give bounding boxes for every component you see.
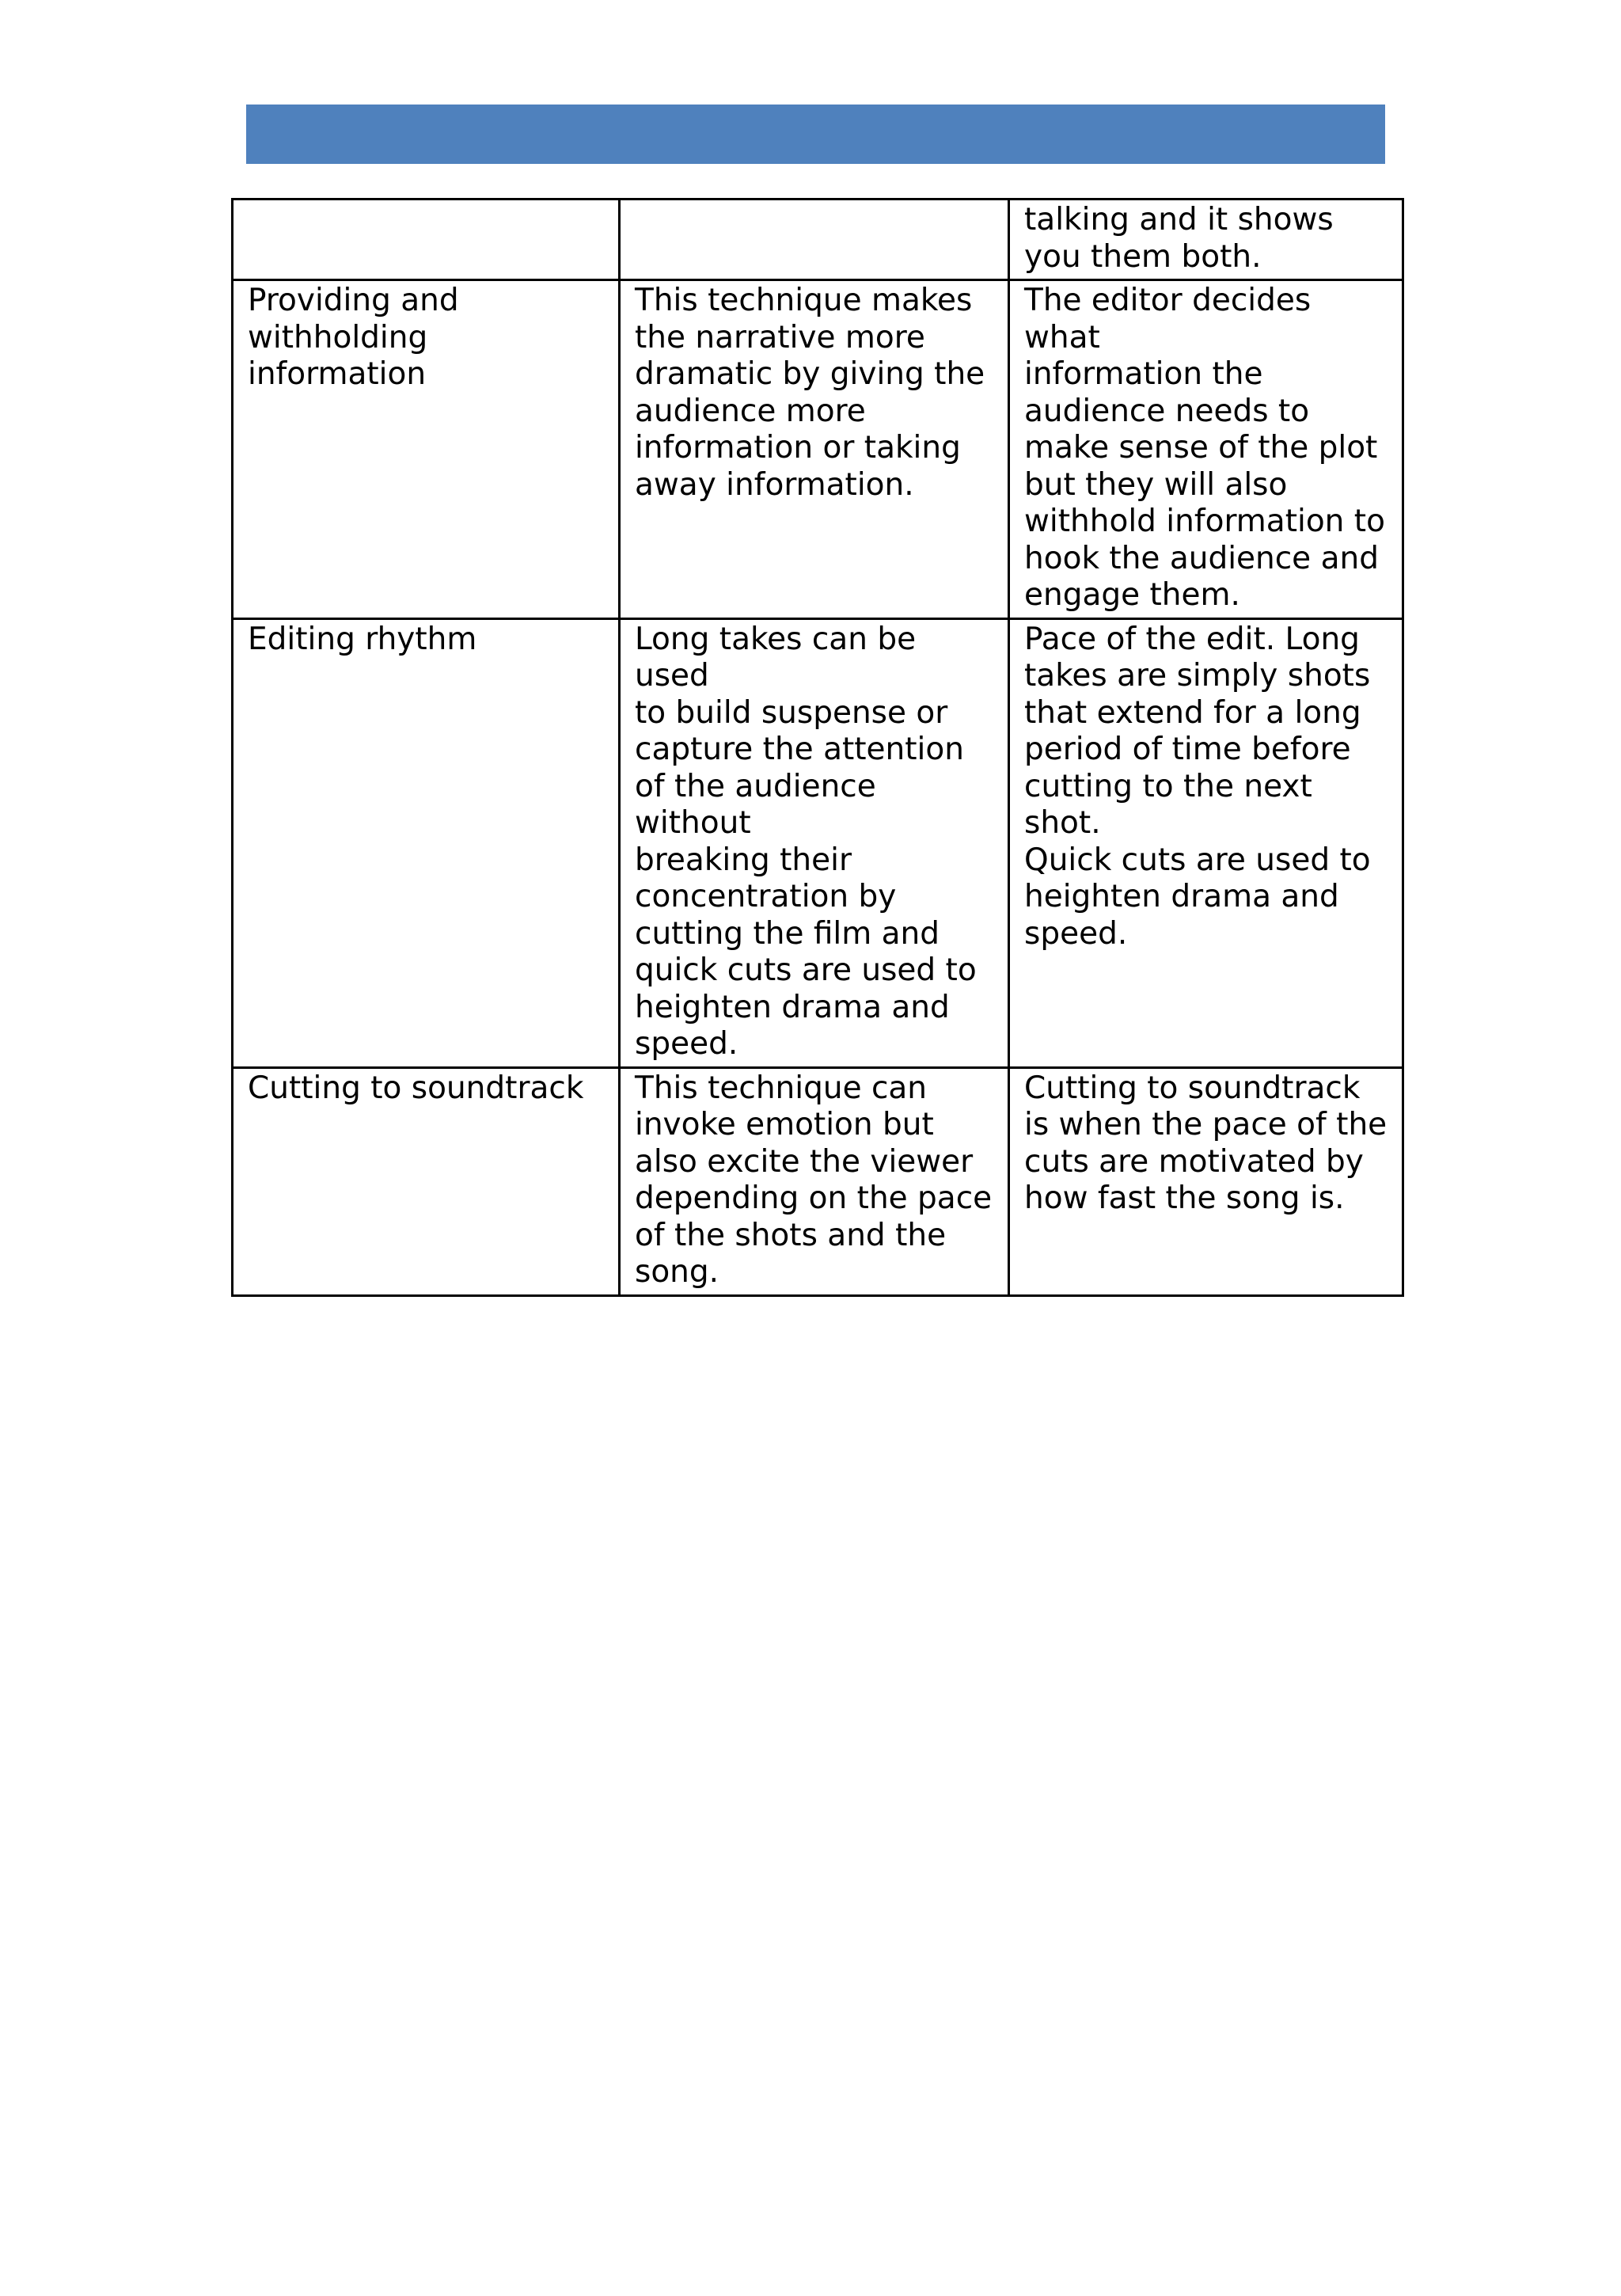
description-cell: The editor decides what information the audience needs to make sense of the plot but they will also withhold information to hook the audience and engage them. [1009, 280, 1403, 619]
header-bar [246, 105, 1385, 164]
effect-cell: This technique can invoke emotion but also excite the viewer depending on the pace of the shots and the song. [620, 1067, 1009, 1295]
technique-cell: Editing rhythm [233, 618, 620, 1067]
effect-cell: Long takes can be used to build suspense or capture the attention of the audience without breaking their concentration by cutting the film and quick cuts are used to heighten drama and speed. [620, 618, 1009, 1067]
description-cell: Pace of the edit. Long takes are simply shots that extend for a long period of time before cutting to the next shot. Quick cuts are used to heighten drama and speed. [1009, 618, 1403, 1067]
table-row [233, 280, 1403, 619]
technique-cell: Cutting to soundtrack [233, 1067, 620, 1295]
table-row [233, 200, 1403, 280]
effect-cell [620, 200, 1009, 280]
technique-cell [233, 200, 620, 280]
description-cell: Cutting to soundtrack is when the pace of the cuts are motivated by how fast the song is. [1009, 1067, 1403, 1295]
effect-cell: This technique makes the narrative more dramatic by giving the audience more information or taking away information. [620, 280, 1009, 619]
description-cell: talking and it shows you them both. [1009, 200, 1403, 280]
technique-cell: Providing and withholding information [233, 280, 620, 619]
table-row [233, 1067, 1403, 1295]
table-row [233, 618, 1403, 1067]
techniques-table [231, 198, 1404, 1297]
